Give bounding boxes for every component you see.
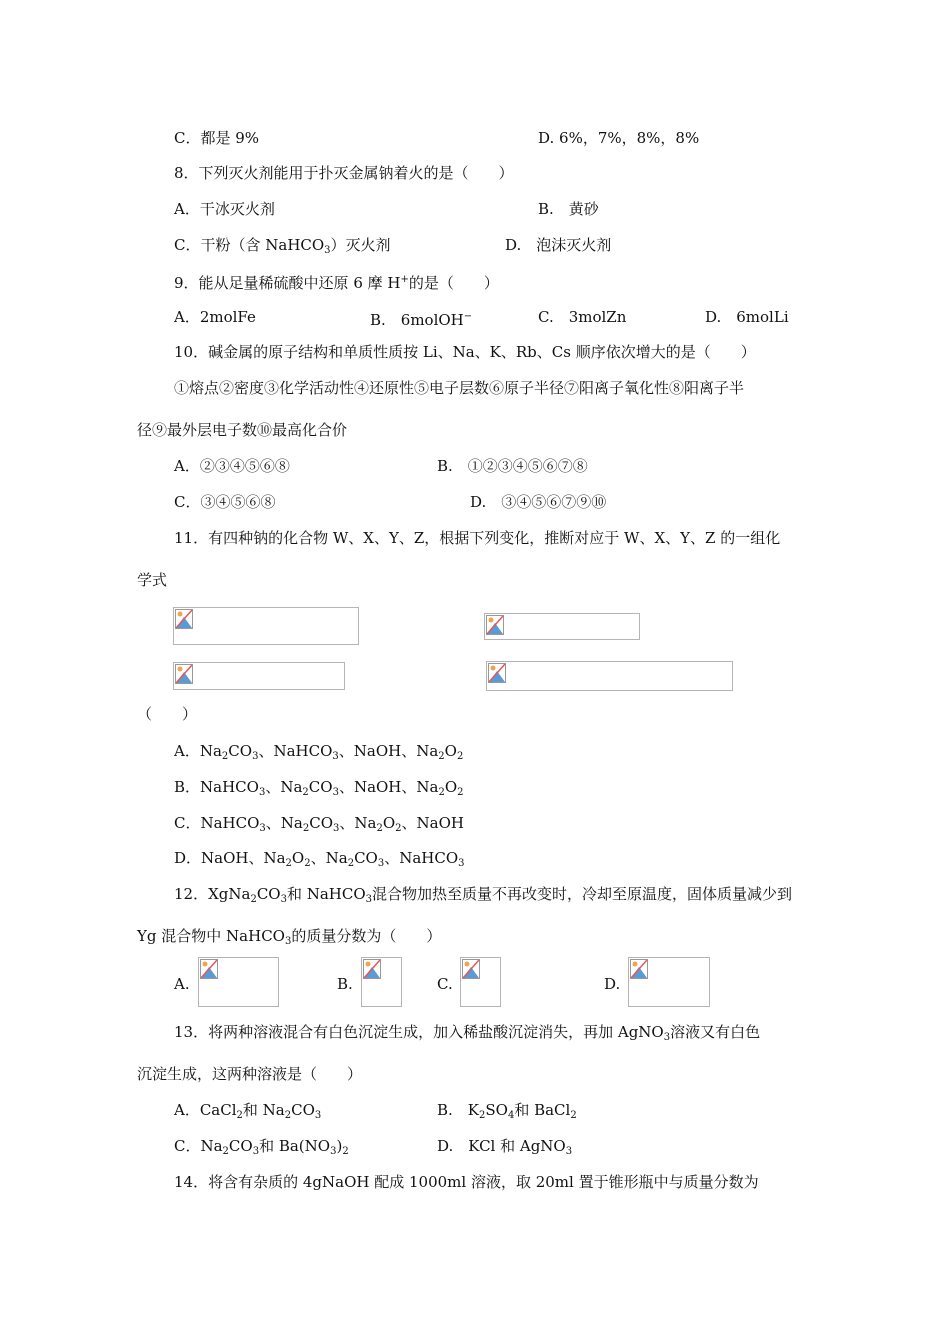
q11-reaction-image-2 — [484, 613, 640, 640]
q12-option-d-formula-image — [628, 957, 710, 1007]
q9-option-a: A．2molFe — [174, 308, 256, 326]
q11-option-d: D．NaOH、$Na_2O_2$、$Na_2CO_3$、NaHCO$_3$ — [174, 849, 465, 869]
q11-option-b: B．NaHCO$_3$、$Na_2CO_3$、NaOH、$Na_2O_2$ — [174, 778, 464, 798]
q11-reaction-image-1 — [173, 607, 359, 645]
q10-properties-line1: ①熔点②密度③化学活动性④还原性⑤电子层数⑥原子半径⑦阳离子氧化性⑧阳离子半 — [174, 379, 745, 397]
q12-option-c-formula-image — [460, 957, 501, 1007]
q11-reaction-image-3 — [173, 662, 345, 690]
q9-option-c: C. 3molZn — [538, 308, 627, 326]
q10-option-d: D. ③④⑤⑥⑦⑨⑩ — [470, 493, 607, 511]
q12-option-b-formula-image — [361, 957, 402, 1007]
broken-image-icon — [175, 664, 193, 684]
broken-image-icon — [175, 609, 193, 629]
q12-option-c-label: C. — [437, 975, 453, 993]
q9-option-d: D. 6molLi — [705, 308, 789, 326]
q12-option-a-label: A. — [174, 975, 190, 993]
broken-image-icon — [630, 959, 648, 979]
broken-image-icon — [462, 959, 480, 979]
broken-image-icon — [488, 663, 506, 683]
q12-option-a-formula-image — [198, 957, 279, 1007]
q12-option-d-label: D. — [604, 975, 621, 993]
q11-stem-line1: 11．有四种钠的化合物 W、X、Y、Z，根据下列变化，推断对应于 W、X、Y、Z 的一组化 — [174, 529, 781, 547]
q9-stem: 9．能从足量稀硫酸中还原 6 摩 H+的是（ ） — [174, 274, 499, 292]
q10-option-b: B. ①②③④⑤⑥⑦⑧ — [437, 457, 588, 475]
q7-option-c: C．都是 9% — [174, 129, 260, 147]
q12-stem-line2: Yg 混合物中 NaHCO$_3$的质量分数为（ ） — [137, 927, 442, 947]
q10-properties-line2: 径⑨最外层电子数⑩最高化合价 — [137, 421, 348, 439]
q10-option-a: A．②③④⑤⑥⑧ — [174, 457, 290, 475]
q11-option-a: A．$Na_2CO_3$、NaHCO$_3$、NaOH、$Na_2O_2$ — [174, 742, 464, 762]
q9-option-b: B. 6molOH− — [370, 311, 473, 329]
q13-option-d: D. KCl 和 AgNO$_3$ — [437, 1137, 573, 1157]
q13-stem-line1: 13．将两种溶液混合有白色沉淀生成，加入稀盐酸沉淀消失，再加 AgNO$_3$溶液又有白色 — [174, 1023, 761, 1043]
broken-image-icon — [486, 615, 504, 635]
q10-stem: 10．碱金属的原子结构和单质性质按 Li、Na、K、Rb、Cs 顺序依次增大的是（ ） — [174, 343, 756, 361]
q11-option-c: C．NaHCO$_3$、$Na_2CO_3$、$Na_2O_2$、NaOH — [174, 814, 464, 834]
q11-reaction-image-4 — [486, 661, 733, 691]
q8-stem: 8．下列灭火剂能用于扑灭金属钠着火的是（ ） — [174, 164, 514, 182]
q12-option-b-label: B. — [337, 975, 353, 993]
q14-stem-line1: 14．将含有杂质的 4gNaOH 配成 1000ml 溶液，取 20ml 置于锥形瓶中与质量分数为 — [174, 1173, 759, 1191]
q8-option-d: D. 泡沫灭火剂 — [505, 236, 612, 254]
q8-option-b: B. 黄砂 — [538, 200, 599, 218]
q8-option-a: A．干冰灭火剂 — [174, 200, 275, 218]
broken-image-icon — [363, 959, 381, 979]
q13-option-a: A．CaCl$_2$和 $Na_2CO_3$ — [174, 1101, 322, 1121]
q12-stem-line1: 12．$XgNa_2CO_3$和 NaHCO$_3$混合物加热至质量不再改变时，冷却至原温度，固体质量减少到 — [174, 885, 793, 905]
q10-option-c: C．③④⑤⑥⑧ — [174, 493, 276, 511]
q8-option-c: C．干粉（含 NaHCO$_3$）灭火剂 — [174, 236, 391, 256]
q7-option-d: D. 6%，7%，8%，8% — [538, 129, 700, 147]
q13-stem-line2: 沉淀生成，这两种溶液是（ ） — [137, 1065, 363, 1083]
broken-image-icon — [200, 959, 218, 979]
q11-answer-paren: （ ） — [137, 705, 198, 723]
q13-option-b: B. $K_2SO_4$和 BaCl$_2$ — [437, 1101, 577, 1121]
q11-stem-line2: 学式 — [137, 571, 168, 589]
q13-option-c: C．$Na_2CO_3$和 $Ba(NO_3)_2$ — [174, 1137, 349, 1157]
